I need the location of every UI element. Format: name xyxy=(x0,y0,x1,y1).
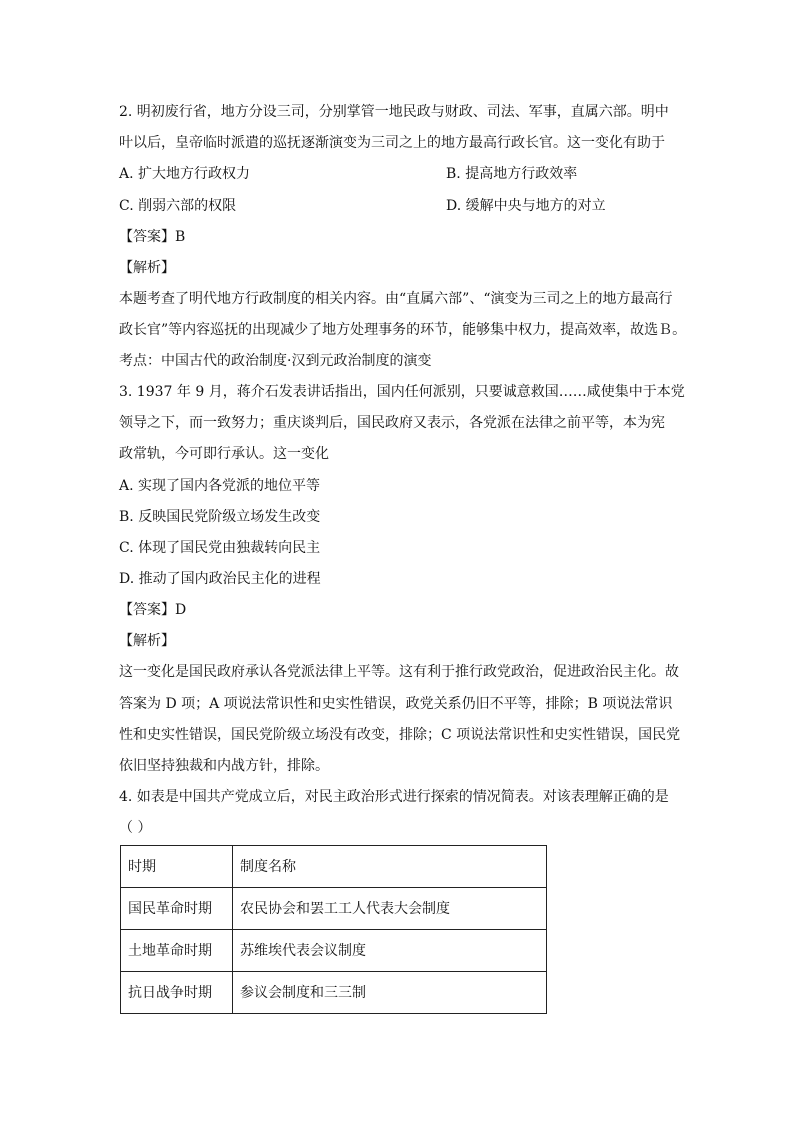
q3-analysis-title: 【解析】 xyxy=(119,633,175,649)
q2-analysis-line-2: 政长官”等内容巡抚的出现减少了地方处理事务的环节，能够集中权力，提高效率，故选Ｂ。 xyxy=(119,322,687,338)
q4-stem-line-2: （ ） xyxy=(119,820,152,836)
table-row xyxy=(121,930,547,972)
q3-option-d: D. 推动了国内政治民主化的进程 xyxy=(119,571,321,587)
table-header-period: 时期 xyxy=(121,846,233,888)
q2-option-d: D. 缓解中央与地方的对立 xyxy=(446,198,606,214)
table-row xyxy=(121,888,547,930)
q3-option-b: B. 反映国民党阶级立场发生改变 xyxy=(119,509,321,525)
table-row xyxy=(121,972,547,1014)
table-header-row xyxy=(121,846,547,888)
q3-analysis-line-4: 依旧坚持独裁和内战方针，排除。 xyxy=(119,758,329,774)
q4-table xyxy=(120,845,547,1014)
q2-analysis-title: 【解析】 xyxy=(119,260,175,276)
q2-option-b: B. 提高地方行政效率 xyxy=(446,166,578,182)
table-cell-period: 土地革命时期 xyxy=(121,930,233,972)
q3-stem-line-1: 3. 1937 年 9 月，蒋介石发表讲话指出，国内任何派别，只要诚意救国……咸使集中于本党 xyxy=(119,384,685,400)
q2-option-a: A. 扩大地方行政权力 xyxy=(119,166,251,182)
q3-stem-line-3: 政常轨，今可即行承认。这一变化 xyxy=(119,446,329,462)
q2-option-c: C. 削弱六部的权限 xyxy=(119,198,237,214)
q2-answer: 【答案】B xyxy=(119,229,186,245)
table-header-system: 制度名称 xyxy=(233,846,547,888)
table-cell-system: 参议会制度和三三制 xyxy=(233,972,547,1014)
q2-stem-line-2: 叶以后，皇帝临时派遣的巡抚逐渐演变为三司之上的地方最高行政长官。这一变化有助于 xyxy=(119,135,665,151)
table-cell-system: 苏维埃代表会议制度 xyxy=(233,930,547,972)
table-cell-period: 国民革命时期 xyxy=(121,888,233,930)
q3-option-c: C. 体现了国民党由独裁转向民主 xyxy=(119,540,321,556)
q3-analysis-line-1: 这一变化是国民政府承认各党派法律上平等。这有利于推行政党政治，促进政治民主化。故 xyxy=(119,664,679,680)
q3-analysis-line-2: 答案为 D 项；A 项说法常识性和史实性错误，政党关系仍旧不平等，排除；B 项说法常识 xyxy=(119,696,673,712)
q3-answer: 【答案】D xyxy=(119,602,187,618)
table-cell-period: 抗日战争时期 xyxy=(121,972,233,1014)
q3-option-a: A. 实现了国内各党派的地位平等 xyxy=(119,478,321,494)
q4-stem-line-1: 4. 如表是中国共产党成立后，对民主政治形式进行探索的情况简表。对该表理解正确的是 xyxy=(119,789,669,805)
q2-analysis-line-3: 考点：中国古代的政治制度·汉到元政治制度的演变 xyxy=(119,353,432,369)
table-cell-system: 农民协会和罢工工人代表大会制度 xyxy=(233,888,547,930)
q2-analysis-line-1: 本题考查了明代地方行政制度的相关内容。由“直属六部”、“演变为三司之上的地方最高行 xyxy=(119,291,673,307)
q3-analysis-line-3: 性和史实性错误，国民党阶级立场没有改变，排除；C 项说法常识性和史实性错误，国民党 xyxy=(119,727,681,743)
q3-stem-line-2: 领导之下，而一致努力；重庆谈判后，国民政府又表示，各党派在法律之前平等，本为宪 xyxy=(119,415,665,431)
q2-stem-line-1: 2. 明初废行省，地方分设三司，分别掌管一地民政与财政、司法、军事，直属六部。明中 xyxy=(119,104,669,120)
